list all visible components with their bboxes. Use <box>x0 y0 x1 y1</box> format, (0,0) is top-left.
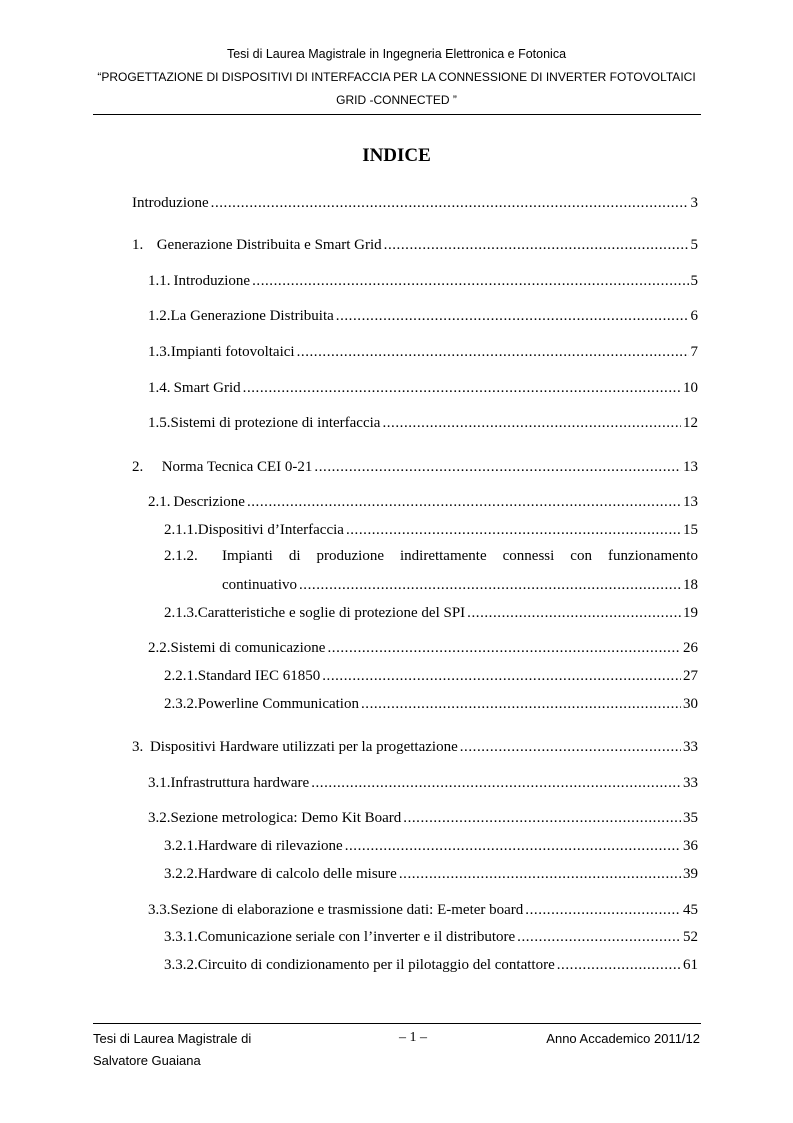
toc-entry-page: 7 <box>690 344 698 360</box>
toc-entry-label: Norma Tecnica CEI 0-21 <box>161 459 313 475</box>
toc-leader <box>327 639 681 658</box>
toc-entry[interactable] <box>164 603 698 623</box>
toc-entry-label: Standard IEC 61850 <box>197 668 321 684</box>
toc-entry-page: 36 <box>683 838 698 854</box>
toc-entry-number: 2.1.1. <box>164 522 198 538</box>
toc-entry-label-line-1[interactable] <box>222 547 698 566</box>
toc-entry[interactable] <box>164 666 698 686</box>
toc-entry-label: Comunicazione seriale con l’inverter e il distributore <box>197 929 516 945</box>
toc-entry[interactable] <box>132 737 698 757</box>
toc-entry-number: 1. <box>132 237 144 253</box>
header-line-1: Tesi di Laurea Magistrale in Ingegneria Elettronica e Fotonica <box>226 47 567 61</box>
toc-entry[interactable] <box>148 808 698 828</box>
footer-academic-year: Anno Accademico 2011/12 <box>546 1031 700 1046</box>
toc-entry-page: 5 <box>690 273 698 289</box>
toc-entry-page: 26 <box>683 640 698 656</box>
header-line-2: “PROGETTAZIONE DI DISPOSITIVI DI INTERFACCIA PER LA CONNESSIONE DI INVERTER FOTOVOLTAICI <box>97 70 696 84</box>
toc-leader <box>403 809 681 828</box>
toc-leader <box>361 695 681 714</box>
toc-entry-page: 6 <box>690 308 698 324</box>
toc-entry-number: 1.5. <box>148 415 171 431</box>
toc-entry-page: 39 <box>683 866 698 882</box>
toc-entry-page: 13 <box>683 494 698 510</box>
toc-entry-number: 1.4. <box>148 380 171 396</box>
toc-entry-label: Sezione di elaborazione e trasmissione dati: E-meter board <box>170 902 524 918</box>
toc-entry-page: 15 <box>683 522 698 538</box>
toc-leader <box>525 901 681 920</box>
toc-entry-number: 2.2. <box>148 640 171 656</box>
toc-leader <box>345 837 681 856</box>
toc-entry-page: 61 <box>683 957 698 973</box>
toc-entry-page: 18 <box>683 577 698 593</box>
toc-word: funzionamento <box>607 548 698 564</box>
toc-entry-number: 3.2.1. <box>164 838 198 854</box>
toc-entry-label: La Generazione Distribuita <box>170 308 334 324</box>
toc-entry-number: 2.1. <box>148 494 171 510</box>
toc-entry-page: 27 <box>683 668 698 684</box>
toc-entry-label: Sistemi di comunicazione <box>170 640 326 656</box>
toc-entry-label: Hardware di rilevazione <box>197 838 343 854</box>
toc-leader <box>297 343 689 362</box>
toc-entry[interactable] <box>164 520 698 540</box>
toc-word: indirettamente <box>399 548 487 564</box>
toc-entry-label: Circuito di condizionamento per il pilotaggio del contattore <box>197 957 555 973</box>
toc-entry-page: 5 <box>690 237 698 253</box>
toc-entry[interactable] <box>164 694 698 714</box>
toc-entry[interactable] <box>164 955 698 975</box>
toc-entry-page: 35 <box>683 810 698 826</box>
toc-leader <box>247 493 681 512</box>
toc-entry-label: Powerline Communication <box>197 696 359 712</box>
toc-entry-label: Introduzione <box>132 195 209 211</box>
toc-entry[interactable] <box>148 900 698 920</box>
toc-word: Impianti <box>222 548 273 564</box>
toc-entry-number: 3.3. <box>148 902 171 918</box>
toc-leader <box>382 414 681 433</box>
toc-entry-page: 52 <box>683 929 698 945</box>
toc-entry[interactable] <box>164 864 698 884</box>
toc-entry-number: 1.2. <box>148 308 171 324</box>
toc-entry[interactable] <box>132 457 698 477</box>
toc-word: di <box>288 548 301 564</box>
toc-leader <box>384 236 689 255</box>
toc-leader <box>243 379 681 398</box>
toc-leader <box>211 194 689 213</box>
toc-leader <box>399 865 681 884</box>
toc-entry-number: 3. <box>132 739 144 755</box>
toc-entry[interactable] <box>164 836 698 856</box>
toc-entry-number: 1.3. <box>148 344 171 360</box>
toc-entry-number: 3.2. <box>148 810 171 826</box>
toc-entry-label: continuativo <box>222 577 297 593</box>
toc-leader <box>311 774 681 793</box>
toc-entry-number: 2.2.1. <box>164 668 198 684</box>
toc-leader <box>322 667 681 686</box>
toc-entry[interactable] <box>148 773 698 793</box>
toc-leader <box>557 956 681 975</box>
footer-author-line-1: Tesi di Laurea Magistrale di <box>93 1031 252 1046</box>
toc-entry-label: Caratteristiche e soglie di protezione del SPI <box>197 605 466 621</box>
toc-entry-page: 3 <box>690 195 698 211</box>
footer-author-line-2: Salvatore Guaiana <box>93 1053 201 1068</box>
toc-entry[interactable] <box>148 342 698 362</box>
toc-entry-number: 3.2.2. <box>164 866 198 882</box>
toc-entry-page: 12 <box>683 415 698 431</box>
toc-entry-page: 10 <box>683 380 698 396</box>
toc-entry[interactable] <box>148 413 698 433</box>
toc-leader <box>314 458 681 477</box>
toc-entry-label: Generazione Distribuita e Smart Grid <box>156 237 382 253</box>
toc-entry-label: Hardware di calcolo delle misure <box>197 866 397 882</box>
toc-leader <box>346 521 681 540</box>
toc-entry[interactable] <box>148 492 698 512</box>
toc-entry-label: Impianti fotovoltaici <box>170 344 295 360</box>
toc-entry[interactable] <box>222 575 698 595</box>
toc-entry-page: 19 <box>683 605 698 621</box>
toc-entry-label: Sezione metrologica: Demo Kit Board <box>170 810 402 826</box>
toc-entry-number: 2.1.2. <box>164 548 198 564</box>
toc-word: con <box>570 548 592 564</box>
toc-entry[interactable] <box>132 193 698 213</box>
toc-entry[interactable] <box>148 378 698 398</box>
toc-entry-number: 3.1. <box>148 775 171 791</box>
toc-leader <box>336 307 689 326</box>
toc-leader <box>299 576 681 595</box>
toc-leader <box>517 928 681 947</box>
toc-word: produzione <box>316 548 384 564</box>
toc-entry-page: 33 <box>683 775 698 791</box>
toc-leader <box>252 272 688 291</box>
toc-entry[interactable] <box>164 927 698 947</box>
toc-leader <box>467 604 681 623</box>
toc-word: connessi <box>502 548 555 564</box>
toc-leader <box>460 738 681 757</box>
footer-rule <box>93 1023 701 1024</box>
toc-entry-label: Sistemi di protezione di interfaccia <box>170 415 381 431</box>
toc-entry[interactable] <box>148 271 698 291</box>
toc-entry-page: 30 <box>683 696 698 712</box>
toc-entry-number: 3.3.1. <box>164 929 198 945</box>
toc-entry-label: Smart Grid <box>173 380 241 396</box>
header-line-3: GRID -CONNECTED ” <box>336 93 457 107</box>
toc-entry-number: 2.1.3. <box>164 605 198 621</box>
toc-entry[interactable] <box>148 306 698 326</box>
toc-entry-label: Introduzione <box>173 273 251 289</box>
toc-entry[interactable] <box>148 638 698 658</box>
toc-entry-number: 2.3.2. <box>164 696 198 712</box>
toc-entry-page: 13 <box>683 459 698 475</box>
page-title: INDICE <box>362 145 431 166</box>
toc-entry-number: 2. <box>132 459 144 475</box>
toc-entry-label: Infrastruttura hardware <box>170 775 310 791</box>
toc-entry-label: Dispositivi Hardware utilizzati per la progettazione <box>149 739 458 755</box>
page-number: – 1 – <box>399 1030 427 1045</box>
toc-entry-number: 1.1. <box>148 273 171 289</box>
toc-entry-page: 33 <box>683 739 698 755</box>
toc-entry-label: Descrizione <box>173 494 245 510</box>
toc-entry[interactable] <box>132 235 698 255</box>
toc-entry-label: Dispositivi d’Interfaccia <box>197 522 344 538</box>
toc-entry-number: 3.3.2. <box>164 957 198 973</box>
toc-entry-page: 45 <box>683 902 698 918</box>
